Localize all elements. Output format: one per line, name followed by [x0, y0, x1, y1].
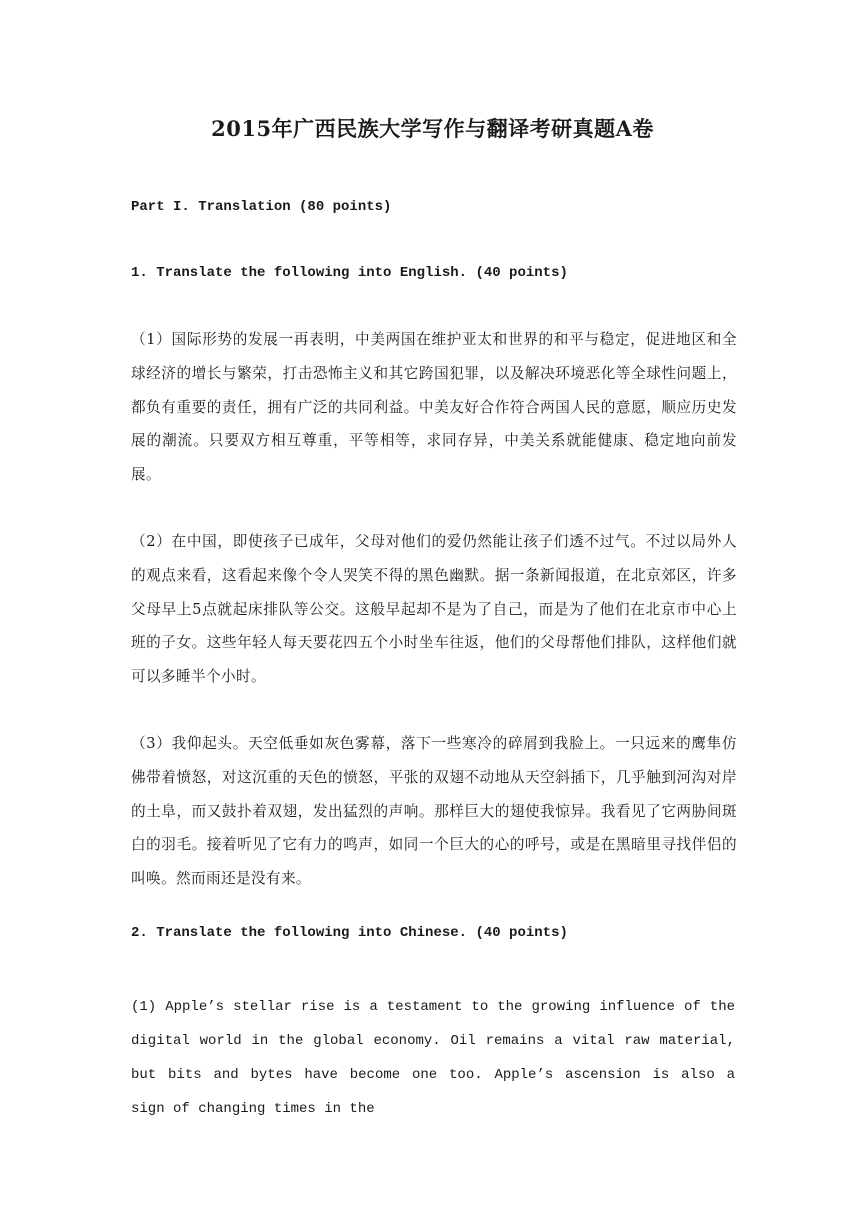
section-2-heading: 2. Translate the following into Chinese. (40 points) — [131, 925, 568, 941]
part-heading: Part I. Translation (80 points) — [131, 199, 392, 215]
paragraph-3: （3）我仰起头。天空低垂如灰色雾幕，落下一些寒冷的碎屑到我脸上。一只远来的鹰隼仿佛带着愤怒，对这沉重的天色的愤怒，平张的双翅不动地从天空斜插下，几乎触到河沟对岸的土阜，而又鼓扑着双翅，发出猛烈的声响。那样巨大的翅使我惊异。我看见了它两胁间斑白的羽毛。接着听见了它有力的鸣声，如同一个巨大的心的呼号，或是在黑暗里寻找伴侣的叫唤。然而雨还是没有来。 — [131, 735, 737, 888]
paragraph-2: （2）在中国，即使孩子已成年，父母对他们的爱仍然能让孩子们透不过气。不过以局外人的观点来看，这看起来像个令人哭笑不得的黑色幽默。据一条新闻报道，在北京郊区，许多父母早上5点就起床排队等公交。这般早起却不是为了自己，而是为了他们在北京市中心上班的子女。这些年轻人每天要花四五个小时坐车往返，他们的父母帮他们排队，这样他们就可以多睡半个小时。 — [131, 533, 737, 686]
english-paragraph-1: (1) Apple’s stellar rise is a testament to the growing influence of the digital world in the global economy. Oil remains a vital raw material, but bits and bytes have become one too. Apple’s ascension is also a sign of changing times in the — [131, 999, 735, 1117]
section-1-heading: 1. Translate the following into English. (40 points) — [131, 265, 568, 281]
document-title: 2015年广西民族大学写作与翻译考研真题A卷 — [211, 116, 654, 141]
paragraph-1: （1）国际形势的发展一再表明，中美两国在维护亚太和世界的和平与稳定，促进地区和全球经济的增长与繁荣，打击恐怖主义和其它跨国犯罪，以及解决环境恶化等全球性问题上，都负有重要的责任，拥有广泛的共同利益。中美友好合作符合两国人民的意愿，顺应历史发展的潮流。只要双方相互尊重，平等相等，求同存异，中美关系就能健康、稳定地向前发展。 — [131, 331, 737, 484]
